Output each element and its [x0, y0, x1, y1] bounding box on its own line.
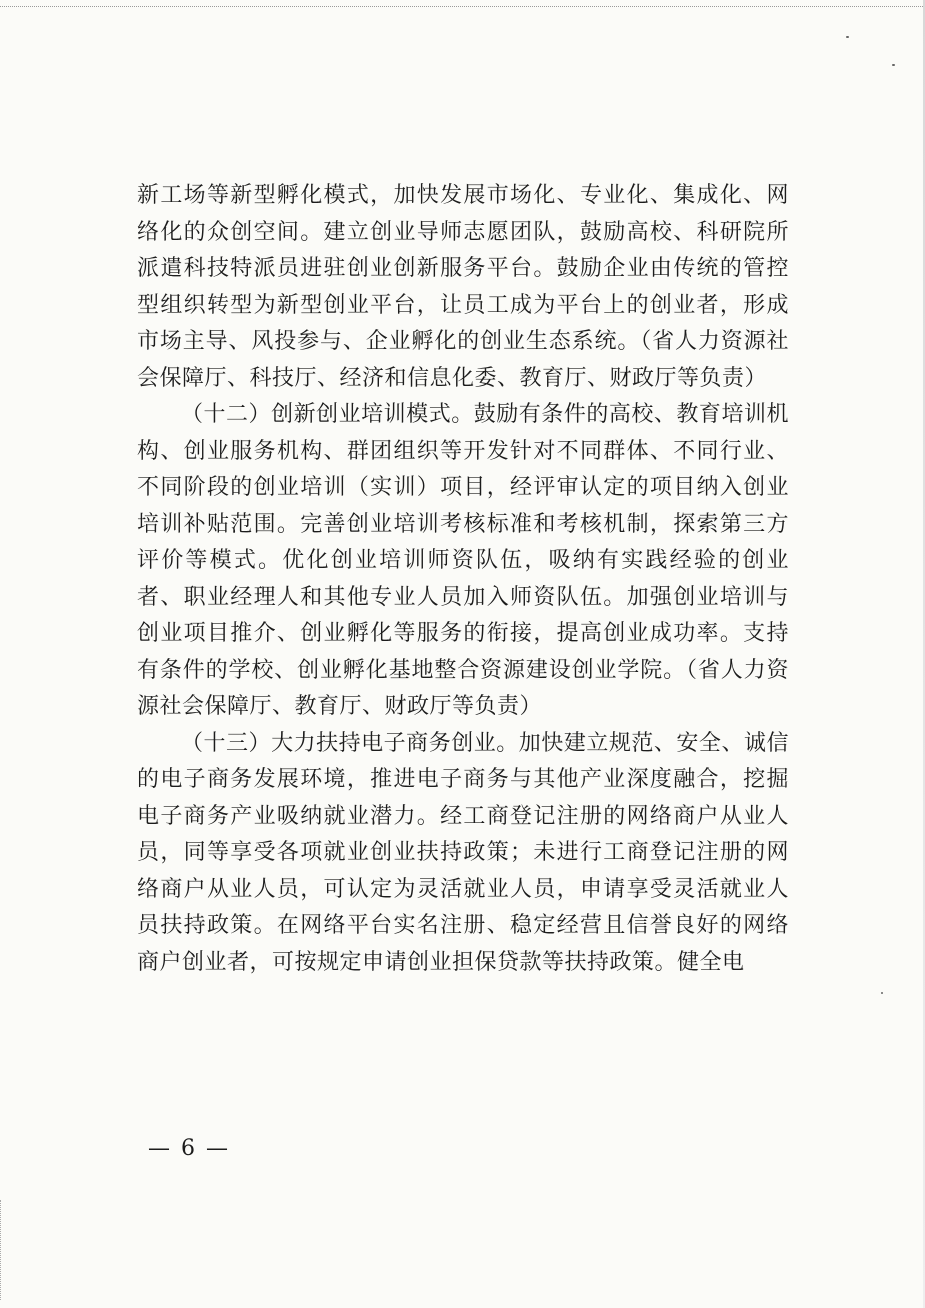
scan-left-edge	[0, 1200, 1, 1300]
paragraph-section-12: （十二）创新创业培训模式。鼓励有条件的高校、教育培训机构、创业服务机构、群团组织等开发针对不同群体、不同行业、不同阶段的创业培训（实训）项目，经评审认定的项目纳入创业培训补贴范围。完善创业培训考核标准和考核机制，探索第三方评价等模式。优化创业培训师资队伍，吸纳有实践经验的创业者、职业经理人和其他专业人员加入师资队伍。加强创业培训与创业项目推介、创业孵化等服务的衔接，提高创业成功率。支持有条件的学校、创业孵化基地整合资源建设创业学院。（省人力资源社会保障厅、教育厅、财政厅等负责）	[137, 402, 789, 719]
page-number: — 6 —	[148, 1136, 230, 1161]
document-body	[137, 178, 789, 981]
paragraph-continuation: 新工场等新型孵化模式，加快发展市场化、专业化、集成化、网络化的众创空间。建立创业导师志愿团队，鼓励高校、科研院所派遣科技特派员进驻创业创新服务平台。鼓励企业由传统的管控型组织转型为新型创业平台，让员工成为平台上的创业者，形成市场主导、风投参与、企业孵化的创业生态系统。（省人力资源社会保障厅、科技厅、经济和信息化委、教育厅、财政厅等负责）	[137, 183, 789, 391]
scan-speck	[892, 64, 895, 66]
scan-speck	[846, 36, 849, 38]
scan-top-edge	[0, 6, 925, 7]
scan-speck	[881, 992, 883, 994]
paragraph-section-13: （十三）大力扶持电子商务创业。加快建立规范、安全、诚信的电子商务发展环境，推进电子商务与其他产业深度融合，挖掘电子商务产业吸纳就业潜力。经工商登记注册的网络商户从业人员，同等享受各项就业创业扶持政策；未进行工商登记注册的网络商户从业人员，可认定为灵活就业人员，申请享受灵活就业人员扶持政策。在网络平台实名注册、稳定经营且信誉良好的网络商户创业者，可按规定申请创业担保贷款等扶持政策。健全电	[137, 730, 789, 975]
